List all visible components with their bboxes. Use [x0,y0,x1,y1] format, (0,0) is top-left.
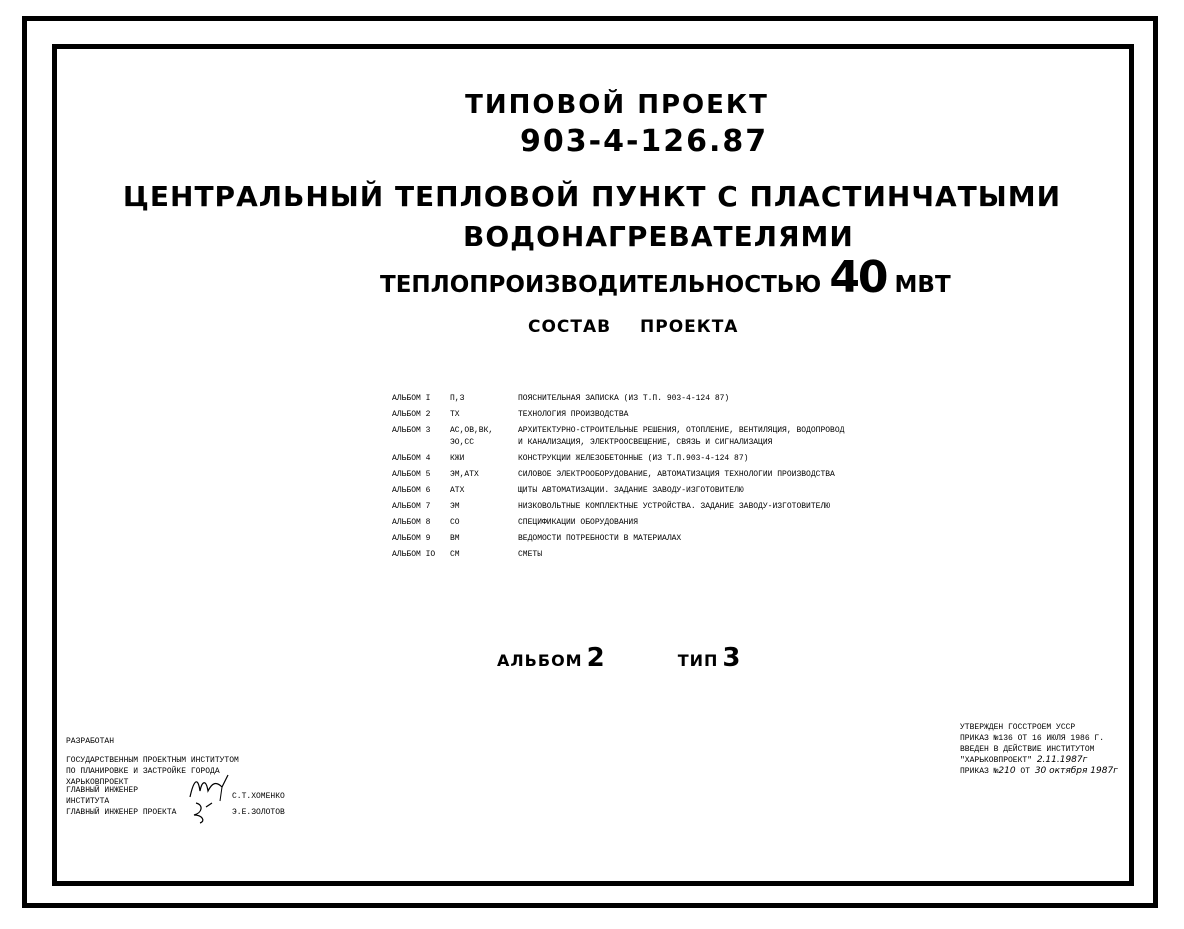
developer-org-line2: ПО ПЛАНИРОВКЕ И ЗАСТРОЙКЕ ГОРОДА [66,767,220,776]
capacity-unit: МВТ [894,272,951,298]
album-code: ЭМ,АТХ [450,470,479,479]
developer-org-line1: ГОСУДАРСТВЕННЫМ ПРОЕКТНЫМ ИНСТИТУТОМ [66,756,239,765]
album-description: СИЛОВОЕ ЭЛЕКТРООБОРУДОВАНИЕ, АВТОМАТИЗАЦИЯ ТЕХНОЛОГИИ ПРОИЗВОДСТВА [518,470,835,479]
chief-institute-role: ГЛАВНЫЙ ИНЖЕНЕР ИНСТИТУТА [66,786,139,806]
approval-line5-date: 30 октября 1987г [1034,766,1118,776]
album-label: АЛЬБОМ [497,651,583,670]
album-label: АЛЬБОМ 4 [392,454,431,463]
album-code: КЖИ [450,454,465,463]
approval-line4-hand: 2.11.1987г [1036,755,1088,765]
developer-block [66,736,306,820]
list-item [392,470,912,480]
title-main-line1: ЦЕНТРАЛЬНЫЙ ТЕПЛОВОЙ ПУНКТ С ПЛАСТИНЧАТЫМИ [122,180,1062,213]
album-label: АЛЬБОМ 2 [392,410,431,419]
developer-heading: РАЗРАБОТАН [66,737,115,746]
title-main-line2: ВОДОНАГРЕВАТЕЛЯМИ [463,220,854,253]
album-code: ВМ [450,534,460,543]
album-description: ПОЯСНИТЕЛЬНАЯ ЗАПИСКА (ИЗ Т.П. 903-4-124 87) [518,394,730,403]
section-word-1: СОСТАВ [528,317,612,337]
list-item-continuation [392,438,912,448]
album-description: И КАНАЛИЗАЦИЯ, ЭЛЕКТРООСВЕЩЕНИЕ, СВЯЗЬ И СИГНАЛИЗАЦИЯ [518,438,773,447]
contents-list [392,394,912,566]
album-label: АЛЬБОМ 8 [392,518,431,527]
approval-line4-text: "ХАРЬКОВПРОЕКТ" [960,756,1033,765]
album-code: СМ [450,550,460,559]
type-number: 3 [722,643,742,673]
album-label [392,438,450,448]
approval-line1: УТВЕРЖДЕН ГОССТРОЕМ УССР [960,723,1076,732]
album-code: АТХ [450,486,465,495]
chief-project-name: Э.Е.ЗОЛОТОВ [232,807,285,817]
album-description: СПЕЦИФИКАЦИИ ОБОРУДОВАНИЯ [518,518,639,527]
list-item [392,486,912,496]
album-code: СО [450,518,460,527]
album-description: КОНСТРУКЦИИ ЖЕЛЕЗОБЕТОННЫЕ (ИЗ Т.П.903-4-124 87) [518,454,749,463]
album-code: ЭО,СС [450,438,475,447]
type-label: ТИП [677,651,719,670]
list-item [392,410,912,420]
list-item [392,518,912,528]
title-capacity [380,252,951,303]
album-description: НИЗКОВОЛЬТНЫЕ КОМПЛЕКТНЫЕ УСТРОЙСТВА. ЗАДАНИЕ ЗАВОДУ-ИЗГОТОВИТЕЛЮ [518,502,831,511]
album-description: ВЕДОМОСТИ ПОТРЕБНОСТИ В МАТЕРИАЛАХ [518,534,682,543]
album-type-block [497,643,742,673]
album-code: ЭМ [450,502,460,511]
developer-org-line3: ХАРЬКОВПРОЕКТ [66,778,129,787]
project-number: 903-4-126.87 [520,124,769,159]
album-label: АЛЬБОМ 6 [392,486,431,495]
album-label: АЛЬБОМ 5 [392,470,431,479]
album-number: 2 [586,643,606,673]
album-label: АЛЬБОМ I [392,394,431,403]
album-code: АС,ОВ,ВК, [450,426,494,435]
album-description: ТЕХНОЛОГИЯ ПРОИЗВОДСТВА [518,410,629,419]
list-item [392,502,912,512]
approval-line5 [960,766,1140,777]
approval-line3: ВВЕДЕН В ДЕЙСТВИЕ ИНСТИТУТОМ [960,745,1095,754]
album-label: АЛЬБОМ 3 [392,426,431,435]
album-label: АЛЬБОМ IO [392,550,436,559]
album-description: АРХИТЕКТУРНО-СТРОИТЕЛЬНЫЕ РЕШЕНИЯ, ОТОПЛЕНИЕ, ВЕНТИЛЯЦИЯ, ВОДОПРОВОД [518,426,845,435]
approval-block [960,722,1140,777]
approval-line2: ПРИКАЗ №136 ОТ 16 ИЮЛЯ 1986 Г. [960,734,1105,743]
album-label: АЛЬБОМ 9 [392,534,431,543]
capacity-value: 40 [829,252,887,303]
album-description: СМЕТЫ [518,550,543,559]
capacity-label: ТЕПЛОПРОИЗВОДИТЕЛЬНОСТЬЮ [380,272,822,298]
chief-project-role: ГЛАВНЫЙ ИНЖЕНЕР ПРОЕКТА [66,807,177,817]
signature-icon [186,795,232,829]
list-item [392,534,912,544]
album-code: П,З [450,394,465,403]
chief-institute-name: С.Т.ХОМЕНКО [232,791,285,801]
approval-line5-from: ОТ [1020,767,1031,776]
list-item [392,394,912,404]
approval-line5-text: ПРИКАЗ № [960,767,999,776]
approval-line5-number: 210 [998,766,1016,776]
album-description: ЩИТЫ АВТОМАТИЗАЦИИ. ЗАДАНИЕ ЗАВОДУ-ИЗГОТОВИТЕЛЮ [518,486,744,495]
section-heading [528,317,738,337]
list-item [392,426,912,436]
chief-project-line [66,804,306,820]
album-label: АЛЬБОМ 7 [392,502,431,511]
approval-line4 [960,755,1140,766]
title-typical-project: ТИПОВОЙ ПРОЕКТ [465,90,769,120]
list-item [392,454,912,464]
list-item [392,550,912,560]
album-code: ТХ [450,410,460,419]
section-word-2: ПРОЕКТА [640,317,739,337]
